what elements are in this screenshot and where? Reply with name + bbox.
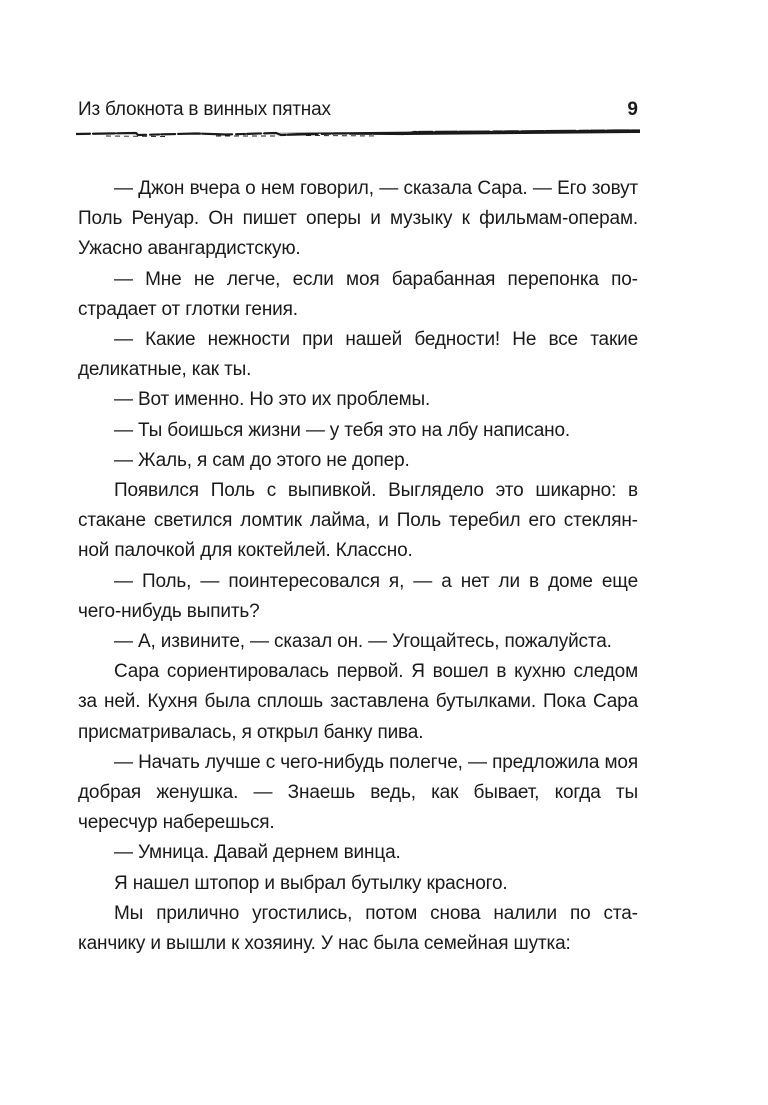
running-header bbox=[78, 96, 638, 124]
paragraph: Сара сориентировалась первой. Я вошел в кухню следом за ней. Кухня была сплошь заставлена бутылками. Пока Сара присматривалась, я открыл банку пива. bbox=[78, 661, 638, 743]
paragraph: Я нашел штопор и выбрал бутылку красного. bbox=[114, 872, 508, 894]
paragraph: Мы прилично угостились, потом снова налили по стаканчику и вышли к хозяину. У нас была семейная шутка: bbox=[78, 902, 638, 955]
paragraph: — А, извините, — сказал он. — Угощайтесь, пожалуйста. bbox=[114, 631, 612, 653]
body-text bbox=[78, 174, 638, 959]
paragraph: — Мне не легче, если моя барабанная перепонка пострадает от глотки гения. bbox=[78, 268, 638, 320]
paragraph: — Начать лучше с чего-нибудь полегче, — предложила моя добрая женушка. — Знаешь ведь, как бывает, когда ты чересчур наберешься. bbox=[78, 751, 638, 834]
paragraph: — Вот именно. Но это их проблемы. bbox=[114, 389, 431, 411]
decorative-rule bbox=[76, 126, 640, 140]
paragraph: — Жаль, я сам до этого не допер. bbox=[114, 449, 410, 471]
paragraph: — Джон вчера о нем говорил, — сказала Сара. — Его зовут Поль Ренуар. Он пишет оперы и музыку к фильмам-операм. Ужасно авангардистскую. bbox=[78, 178, 638, 260]
paragraph: — Ты боишься жизни — у тебя это на лбу написано. bbox=[114, 419, 571, 441]
page-number: 9 bbox=[627, 99, 638, 120]
paragraph: — Поль, — поинтересовался я, — а нет ли в доме еще чего-нибудь выпить? bbox=[78, 570, 638, 622]
paragraph: — Умница. Давай дернем винца. bbox=[114, 842, 401, 864]
paragraph: — Какие нежности при нашей бедности! Не все такие деликатные, как ты. bbox=[78, 329, 638, 381]
paragraph: Появился Поль с выпивкой. Выглядело это шикарно: в стакане светился ломтик лайма, и Поль теребил его стеклянной палочкой для коктейлей. Классно. bbox=[78, 480, 638, 562]
book-title: Из блокнота в винных пятнах bbox=[78, 99, 331, 120]
